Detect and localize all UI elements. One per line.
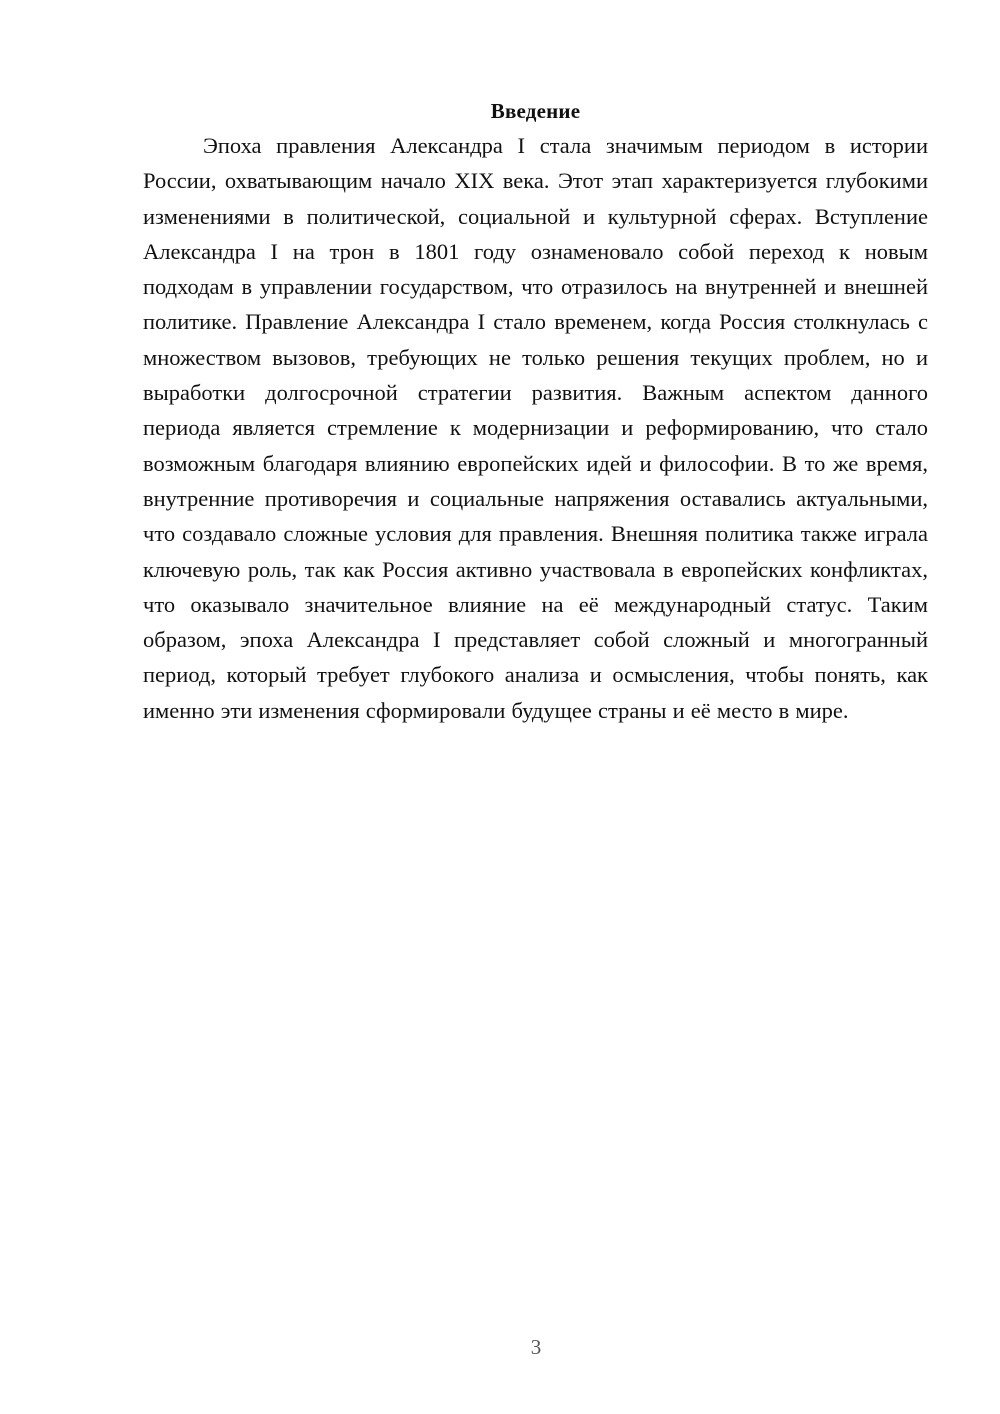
page-number: 3 [530,1335,542,1359]
section-heading: Введение [490,99,581,123]
body-paragraph: Эпоха правления Александра I стала значимым периодом в истории России, охватывающим начало XIX века. Этот этап характеризуется глубокими изменениями в политической, социальной и культурной сферах. Вступление Александра I на трон в 1801 году ознаменовало собой переход к новым подходам в управлении государством, что отразилось на внутренней и внешней политике. Правление Александра I стало временем, когда Россия столкнулась с множеством вызовов, требующих не только решения текущих проблем, но и выработки долгосрочной стратегии развития. Важным аспектом данного периода является стремление к модернизации и реформированию, что стало возможным благодаря влиянию европейских идей и философии. В то же время, внутренние противоречия и социальные напряжения оставались актуальными, что создавало сложные условия для правления. Внешняя политика также играла ключевую роль, так как Россия активно участвовала в европейских конфликтах, что оказывало значительное влияние на её международный статус. Таким образом, эпоха Александра I представляет собой сложный и многогранный период, который требует глубокого анализа и осмысления, чтобы понять, как именно эти изменения сформировали будущее страны и её место в мире. [143,133,928,723]
page-content [143,96,928,728]
